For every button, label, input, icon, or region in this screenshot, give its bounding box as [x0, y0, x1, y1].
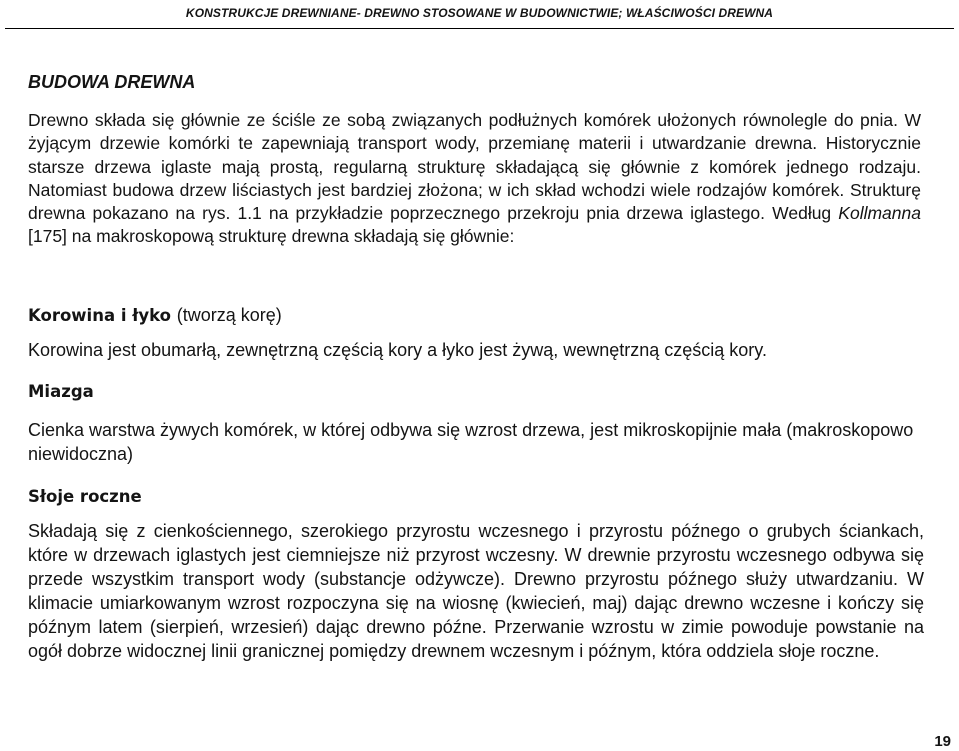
- heading-korowina-i-lyko: [28, 305, 282, 326]
- page-header: [0, 0, 959, 20]
- heading-text: Miazga: [28, 382, 94, 401]
- header-rule: [5, 28, 954, 29]
- heading-text: Słoje roczne: [28, 487, 142, 506]
- paragraph-miazga: Cienka warstwa żywych komórek, w której odbywa się wzrost drzewa, jest mikroskopijnie mała (makroskopowo niewidoczna): [28, 420, 914, 464]
- section-title: BUDOWA DREWNA: [28, 72, 196, 92]
- page-number: 19: [934, 733, 951, 750]
- heading-subtitle: (tworzą korę): [176, 305, 282, 325]
- intro-paragraph: [28, 109, 921, 249]
- running-title: KONSTRUKCJE DREWNIANE- DREWNO STOSOWANE W BUDOWNICTWIE; WŁAŚCIWOŚCI DREWNA: [185, 6, 774, 20]
- paragraph-korowina-i-lyko: Korowina jest obumarłą, zewnętrzną częścią kory a łyko jest żywą, wewnętrzną częścią kory.: [28, 340, 767, 360]
- heading-miazga: [28, 382, 94, 401]
- intro-text-end: [175] na makroskopową strukturę drewna składają się głównie:: [28, 226, 515, 247]
- paragraph-sloje-roczne: Składają się z cienkościennego, szerokiego przyrostu wczesnego i przyrostu późnego o grubych ściankach, które w drzewach iglastych jest ciemniejsze niż przyrost wczesny. W drewnie przyrostu wczesnego odbywa się przede wszystkim transport wody (substancje odżywcze). Drewno przyrostu późnego służy utwardzaniu. W klimacie umiarkowanym wzrost rozpoczyna się na wiosnę (kwiecień, maj) dając drewno wczesne i kończy się późnym latem (sierpień, wrzesień) dając drewno późne. Przerwanie wzrostu w zimie powoduje powstanie na ogół dobrze widocznej linii granicznej pomiędzy drewnem wczesnym i późnym, która oddziela słoje roczne.: [28, 521, 924, 661]
- intro-text: Drewno składa się głównie ze ściśle ze sobą związanych podłużnych komórek ułożonych równolegle do pnia. W żyjącym drzewie komórki te zapewniają transport wody, przemianę materii i utwardzanie drewna. Historycznie starsze drzewa iglaste mają prostą, regularną strukturę składającą się głównie z komórek jednego rodzaju. Natomiast budowa drzew liściastych jest bardziej złożona; w ich skład wchodzi wiele rodzajów komórek. Strukturę drewna pokazano na rys. 1.1 na przykładzie poprzecznego przekroju pnia drzewa iglastego. Według: [28, 110, 921, 224]
- heading-sloje-roczne: [28, 487, 142, 506]
- heading-text: Korowina i łyko: [28, 306, 171, 325]
- author-name: Kollmanna: [838, 203, 921, 224]
